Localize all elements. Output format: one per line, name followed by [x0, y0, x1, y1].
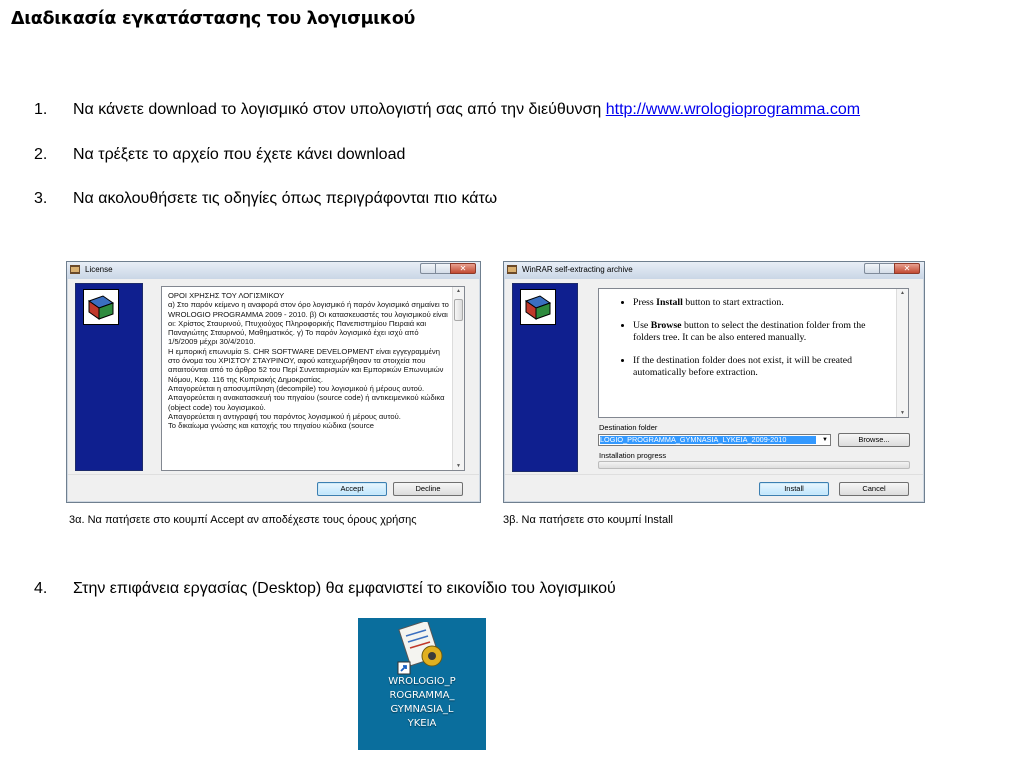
- instructions-area: [598, 288, 909, 418]
- destination-folder-value: LOGIO_PROGRAMMA_GYMNASIA_LYKEIA_2009-2010: [600, 436, 816, 444]
- winrar-caption: 3β. Να πατήσετε στο κουμπί Install: [503, 514, 673, 526]
- download-link[interactable]: http://www.wrologioprogramma.com: [605, 101, 861, 118]
- window-controls: [864, 263, 920, 274]
- accept-button[interactable]: Accept: [317, 482, 387, 496]
- close-button[interactable]: ✕: [894, 263, 920, 274]
- desktop-shortcut-icon[interactable]: [394, 622, 450, 680]
- decline-button[interactable]: Decline: [393, 482, 463, 496]
- step-4: [34, 580, 616, 598]
- instruction-item: • If the destination folder does not exist, it will be created automatically before extraction.: [633, 355, 894, 378]
- license-caption: 3α. Να πατήσετε στο κουμπί Accept αν αποδέχεστε τους όρους χρήσης: [69, 514, 417, 526]
- installer-app-icon: [70, 265, 80, 274]
- destination-folder-label: Destination folder: [599, 423, 658, 432]
- scroll-down-icon[interactable]: ▼: [456, 463, 461, 469]
- scroll-down-icon[interactable]: ▼: [900, 410, 905, 416]
- destination-folder-input[interactable]: [598, 434, 831, 446]
- step-number: 1.: [34, 101, 48, 118]
- license-dialog: [66, 261, 481, 503]
- step-number: 2.: [34, 146, 48, 163]
- maximize-button[interactable]: [879, 263, 894, 274]
- license-text-area[interactable]: [161, 286, 465, 471]
- instruction-item: • Use Browse button to select the destination folder from the folders tree. It can be also entered manually.: [633, 320, 894, 343]
- step-3: [34, 190, 497, 208]
- installer-logo-icon: [83, 289, 119, 325]
- instructions-scrollbar[interactable]: [896, 289, 908, 417]
- step-text: Να κάνετε download το λογισμικό στον υπολογιστή σας από την διεύθυνση: [73, 101, 606, 118]
- license-scrollbar[interactable]: [452, 287, 464, 470]
- step-text: Να ακολουθήσετε τις οδηγίες όπως περιγράφονται πιο κάτω: [73, 190, 498, 207]
- winrar-app-icon: [507, 265, 517, 274]
- minimize-button[interactable]: [420, 263, 435, 274]
- step-number: 3.: [34, 190, 48, 207]
- installer-side-panel: [75, 283, 143, 471]
- install-button[interactable]: Install: [759, 482, 829, 496]
- maximize-button[interactable]: [435, 263, 450, 274]
- desktop-icon-label: WROLOGIO_P ROGRAMMA_ GYMNASIA_L YKEIA: [388, 676, 456, 729]
- installer-logo-icon: [520, 289, 556, 325]
- scroll-up-icon[interactable]: ▲: [900, 290, 905, 296]
- close-button[interactable]: ✕: [450, 263, 476, 274]
- license-titlebar: [67, 262, 480, 279]
- winrar-dialog-title: WinRAR self-extracting archive: [522, 265, 633, 274]
- scroll-thumb[interactable]: [454, 299, 463, 321]
- scroll-up-icon[interactable]: ▲: [456, 288, 461, 294]
- step-2: [34, 146, 405, 164]
- window-controls: [420, 263, 476, 274]
- winrar-titlebar: [504, 262, 924, 279]
- cancel-button[interactable]: Cancel: [839, 482, 909, 496]
- step-1: [34, 101, 860, 119]
- license-dialog-title: License: [85, 265, 113, 274]
- desktop-preview: [358, 618, 486, 750]
- browse-button[interactable]: Browse...: [838, 433, 910, 447]
- step-number: 4.: [34, 580, 48, 597]
- instruction-item: • Press Install button to start extraction.: [633, 297, 894, 308]
- installer-side-panel: [512, 283, 578, 472]
- installation-progress-label: Installation progress: [599, 451, 667, 460]
- chevron-down-icon[interactable]: ▼: [822, 437, 828, 443]
- page-title: Διαδικασία εγκατάστασης του λογισμικού: [11, 9, 416, 29]
- step-text: Να τρέξετε το αρχείο που έχετε κάνει download: [73, 146, 406, 163]
- winrar-dialog: [503, 261, 925, 503]
- license-footer: [68, 474, 479, 501]
- instructions-list: [617, 297, 894, 390]
- step-text: Στην επιφάνεια εργασίας (Desktop) θα εμφανιστεί το εικονίδιο του λογισμικού: [73, 580, 616, 597]
- winrar-footer: [505, 474, 923, 501]
- license-text: ΟΡΟΙ ΧΡΗΣΗΣ ΤΟΥ ΛΟΓΙΣΜΙΚΟΥ α) Στο παρόν κείμενο η αναφορά στον όρο λογισμικό ή παρόν λογισμικό σημαίνει το WROLOGIO PROGRAMMA 2009 - 2010. β) Οι κατασκευαστές του λογισμικού είναι οι: Χρίστος Σταυρινού, Πτυχιούχος Πληροφορικής Πανεπιστημίου Πειραιά και Παναγιώτης Σταυρινού, Μαθηματικός. γ) Το παρόν λογισμικό έχει ισχύ από 1/5/2009 μέχρι 30/4/2010. Η εμπορική επωνυμία S. CHR SOFTWARE DEVELOPMENT είναι εγγεγραμμένη στο όνομα του ΧΡΙΣΤΟΥ ΣΤΑΥΡΙΝΟΥ, αφού κατεχωρήθησαν τα στοιχεία που απαιτούνται από το άρθρο 52 του Περί Συνεταιρισμών και Εμπορικών Επωνυμιών Νόμου, Κεφ. 116 της Κυπριακής Δημοκρατίας. Απαγορεύεται η αποσυμπίληση (decompile) του λογισμικού ή μέρους αυτού. Απαγορεύεται η ανακατασκευή του πηγαίου (source code) ή αντικειμενικού κώδικα (object code) του λογισμικού. Απαγορεύεται η αντιγραφή του παρόντος λογισμικού ή μέρους αυτού. Το δικαίωμα γνώσης και κατοχής του πηγαίου κώδικα (source: [168, 291, 449, 431]
- installation-progress-bar: [598, 461, 910, 469]
- minimize-button[interactable]: [864, 263, 879, 274]
